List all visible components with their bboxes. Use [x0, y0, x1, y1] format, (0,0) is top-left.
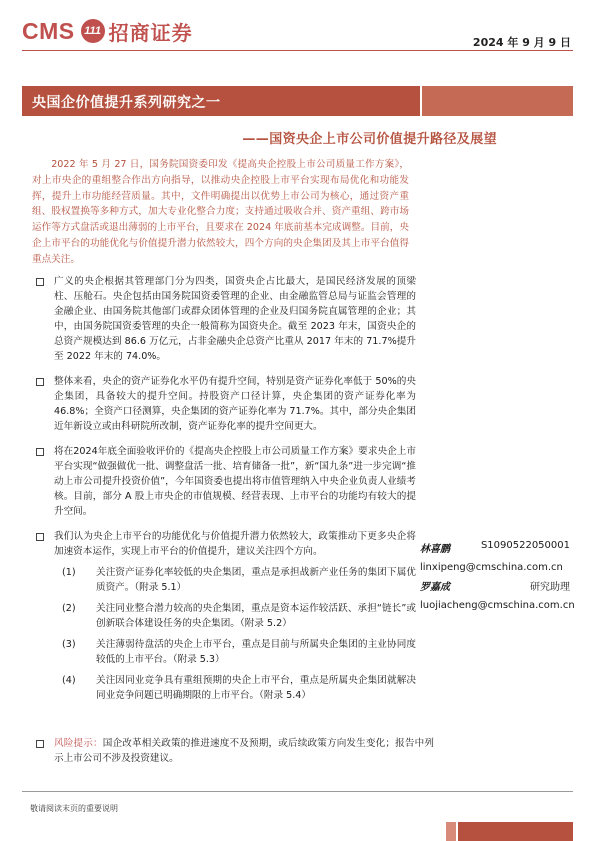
- direction-item: [54, 565, 416, 595]
- direction-number: (1): [62, 567, 76, 578]
- direction-text: 关注资产证券化率较低的央企集团，重点是承担战新产业任务的集团下属优质资产。（附录 5.1）: [96, 567, 416, 593]
- key-point: [36, 444, 416, 519]
- direction-number: (3): [62, 639, 76, 650]
- report-date: 2024 年 9 月 9 日: [472, 36, 571, 49]
- company-logo: [22, 16, 193, 46]
- risk-label: 风险提示：: [54, 738, 103, 749]
- analyst-card: [420, 540, 570, 573]
- directions-list: [54, 565, 416, 703]
- summary-paragraph: 2022 年 5 月 27 日，国务院国资委印发《提高央企控股上市公司质量工作方案》，对上市央企的重组整合作出方向指导，以推动央企控股上市平台实现布局优化和功能发挥，提升上市功能经营质量。其中，文件明确提出以优势上市公司为核心，通过资产重组、股权置换等多种方式，加大专业化整合力度；支持通过吸收合并、资产重组、跨市场运作等方式盘活或退出薄弱的上市平台，且要求在 2024 年底前基本完成调整。目前，央企上市平台的功能优化与价值提升潜力依然较大，四个方向的央企集团及其上市平台值得重点关注。: [32, 159, 409, 265]
- key-point: [36, 529, 416, 703]
- direction-item: [54, 673, 416, 703]
- logo-text-chinese: 招商证券: [108, 20, 193, 45]
- direction-text: 关注同业整合潜力较高的央企集团，重点是资本运作较活跃、承担“链长”或创新联合体建设任务的央企集团。（附录 5.2）: [96, 603, 416, 629]
- risk-warning: [36, 736, 434, 766]
- analyst-name: 林喜鹏: [420, 544, 450, 555]
- report-subtitle: ——国资央企上市公司价值提升路径及展望: [242, 132, 497, 147]
- footer-divider: [22, 791, 573, 792]
- key-point-text: 我们认为央企上市平台的功能优化与价值提升潜力依然较大，政策推动下更多央企将加速资本运作，实现上市平台的价值提升，建议关注四个方向。: [54, 531, 416, 557]
- footer-bar: [458, 822, 573, 841]
- key-point: [36, 274, 416, 364]
- risk-text: 国企改革相关政策的推进速度不及预期，或后续政策方向发生变化；报告中列示上市公司不涉及投资建议。: [54, 738, 435, 764]
- analyst-role: 研究助理: [530, 582, 570, 593]
- title-band-accent: [422, 86, 573, 116]
- analyst-email[interactable]: luojiacheng@cmschina.com.cn: [420, 600, 575, 611]
- analyst-name: 罗嘉成: [420, 582, 450, 593]
- direction-text: 关注因同业竞争具有重组预期的央企上市平台，重点是所属央企集团就解决同业竞争问题已明确期限的上市平台。（附录 5.4）: [96, 675, 416, 701]
- key-point-text: 广义的央企根据其管理部门分为四类，国资央企占比最大，是国民经济发展的顶梁柱、压舱石。央企包括由国务院国资委管理的企业、由金融监管总局与证监会管理的金融企业、由国务院其他部门或群众团体管理的企业及归国务院直属管理的企业；其中，由国务院国资委管理的央企一般简称为国资央企。截至 2023 年末，国资央企的总资产规模达到 86.6 万亿元，占非金融央企总资产比重从 2017 年末的 71.7%提升至 2022 年末的 74.0%。: [54, 276, 416, 362]
- key-point-text: 将在2024年底全面验收评价的《提高央企控股上市公司质量工作方案》要求央企上市平台实现“做强做优一批、调整盘活一批、培育储备一批”，新“国九条”进一步完调“推动上市公司提升投资价值”，今年国资委也提出将市值管理纳入中央企业负责人业绩考核。目前，部分 A 股上市央企的市值规模、经营表现、上市平台的功能均有较大的提升空间。: [54, 446, 416, 517]
- checkbox-bullet-icon: [36, 278, 44, 286]
- checkbox-bullet-icon: [36, 533, 44, 541]
- direction-item: [54, 601, 416, 631]
- direction-item: [54, 637, 416, 667]
- key-point-text: 整体来看，央企的资产证券化水平仍有提升空间，特别是资产证券化率低于 50%的央企集团，具备较大的提升空间。持股资产口径计算，央企集团的资产证券化率为 46.8%；全资产口径测算，央企集团的资产证券化率为 71.7%。其中，部分央企集团近年新设立或由科研院所改制，资产证券化率的提升空间更大。: [54, 376, 416, 432]
- direction-number: (4): [62, 675, 76, 686]
- header-divider: [22, 50, 573, 51]
- logo-badge-icon: 111: [81, 19, 105, 43]
- logo-text-cms: CMS: [22, 17, 75, 44]
- key-point: [36, 374, 416, 434]
- footer-disclaimer: 敬请阅读末页的重要说明: [30, 804, 118, 813]
- direction-number: (2): [62, 603, 76, 614]
- direction-text: 关注薄弱待盘活的央企上市平台，重点是目前与所属央企集团的主业协同度较低的上市平台。（附录 5.3）: [96, 639, 416, 665]
- checkbox-bullet-icon: [36, 448, 44, 456]
- checkbox-bullet-icon: [36, 740, 44, 748]
- footer-accent-bar: [446, 822, 456, 841]
- analyst-code: S1090522050001: [480, 540, 570, 551]
- checkbox-bullet-icon: [36, 378, 44, 386]
- key-points-list: [36, 274, 416, 713]
- report-title: 央国企价值提升系列研究之一: [32, 95, 221, 111]
- analyst-card: [420, 578, 575, 611]
- analyst-email[interactable]: linxipeng@cmschina.com.cn: [420, 562, 563, 573]
